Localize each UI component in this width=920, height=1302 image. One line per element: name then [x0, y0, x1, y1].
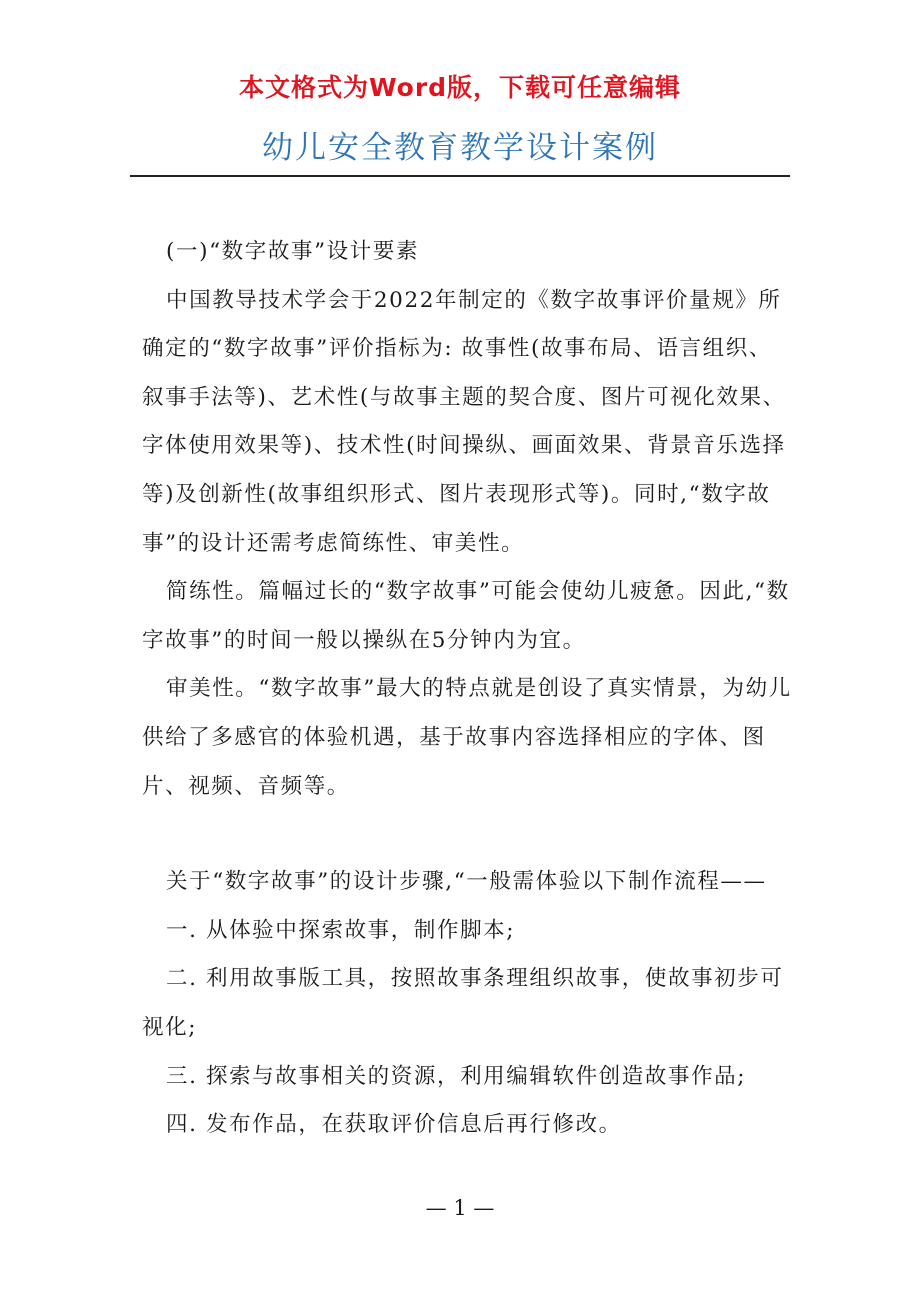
title-divider — [130, 175, 790, 177]
step-two: 二. 利用故事版工具，按照故事条理组织故事，使故事初步可视化; — [142, 966, 784, 1040]
document-body — [142, 228, 792, 1150]
paragraph-design-steps: 关于“数字故事”的设计步骤,“一般需体验以下制作流程—— — [166, 869, 767, 895]
step-one: 一. 从体验中探索故事，制作脚本; — [166, 917, 516, 943]
page-number: — 1 — — [425, 1196, 495, 1220]
document-title: 幼儿安全教育教学设计案例 — [262, 130, 658, 166]
paragraph-aesthetics: 审美性。“数字故事”最大的特点就是创设了真实情景，为幼儿供给了多感官的体验机遇，基于故事内容选择相应的字体、图片、视频、音频等。 — [142, 676, 792, 799]
paragraph-evaluation-criteria: 中国教导技术学会于2022年制定的《数字故事评价量规》所确定的“数字故事”评价指标为: 故事性(故事布局、语言组织、叙事手法等)、艺术性(与故事主题的契合度、图片可视化效果、字体使用效果等)、技术性(时间操纵、画面效果、背景音乐选择等)及创新性(故事组织形式、图片表现形式等)。同时,“数字故事”的设计还需考虑简练性、审美性。 — [142, 287, 786, 556]
download-banner: 本文格式为Word版，下载可任意编辑 — [238, 73, 682, 102]
step-four: 四. 发布作品，在获取评价信息后再行修改。 — [166, 1112, 622, 1138]
step-three: 三. 探索与故事相关的资源，利用编辑软件创造故事作品; — [166, 1063, 747, 1089]
section-heading: (一)“数字故事”设计要素 — [166, 239, 420, 264]
paragraph-conciseness: 简练性。篇幅过长的“数字故事”可能会使幼儿疲惫。因此,“数字故事”的时间一般以操纵在5分钟内为宜。 — [142, 579, 790, 653]
